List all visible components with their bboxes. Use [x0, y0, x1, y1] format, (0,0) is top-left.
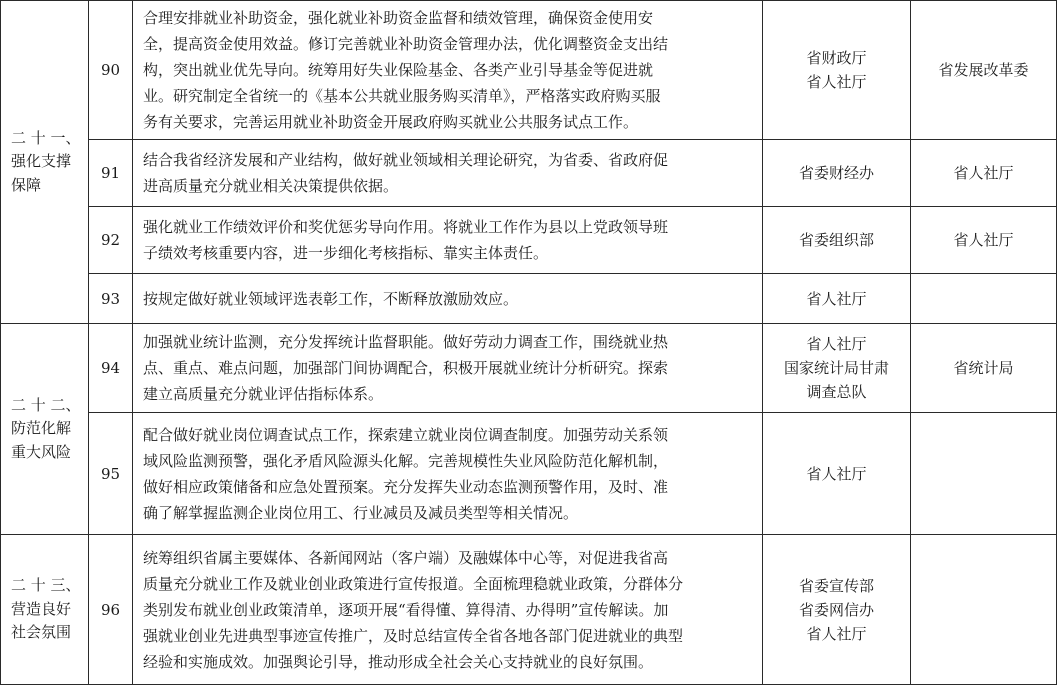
- task-line: 做好相应政策储备和应急处置预案。充分发挥失业动态监测预警作用，及时、准: [143, 477, 669, 496]
- cooperating-department: [911, 274, 1057, 324]
- row-number: 92: [89, 207, 133, 274]
- row-number: 96: [89, 535, 133, 685]
- lead-department: [763, 413, 911, 535]
- task-line: 子绩效考核重要内容，进一步细化考核指标、靠实主体责任。: [143, 244, 549, 262]
- category-line: 防范化解: [11, 419, 72, 438]
- row-number: 91: [89, 140, 133, 207]
- row-number: 90: [89, 1, 133, 140]
- task-line: 域风险监测预警，强化矛盾风险源头化解。完善规模性失业风险防范化解机制，: [143, 451, 669, 470]
- table-row: [1, 535, 1057, 685]
- task-line: 点、重点、难点问题，加强部门间协调配合，积极开展就业统计分析研究。探索: [143, 359, 669, 377]
- cooperating-department: 省人社厅: [911, 140, 1057, 207]
- task-description: [133, 324, 763, 413]
- task-line: 经验和实施成效。加强舆论引导，推动形成全社会关心支持就业的良好氛围。: [143, 652, 654, 671]
- category-line: 二 十 三、: [11, 576, 81, 595]
- lead-line: 省人社厅: [806, 73, 867, 91]
- category-line: 营造良好: [11, 599, 72, 618]
- task-line: 质量充分就业工作及就业创业政策进行宣传报道。全面梳理稳就业政策，分群体分: [143, 574, 684, 593]
- task-line: 强就业创业先进典型事迹宣传推广，及时总结宣传全省各地各部门促进就业的典型: [143, 626, 684, 645]
- category-line: 重大风险: [11, 442, 72, 461]
- cooperating-department: 省发展改革委: [911, 1, 1057, 140]
- category-cell: [1, 324, 89, 535]
- task-line: 加强就业统计监测，充分发挥统计监督职能。做好劳动力调查工作，围绕就业热: [143, 333, 669, 351]
- task-line: 类别发布就业创业政策清单，逐项开展“看得懂、算得清、办得明”宣传解读。加: [143, 600, 669, 619]
- table-row: [1, 324, 1057, 413]
- task-description: [133, 413, 763, 535]
- row-number: 95: [89, 413, 133, 535]
- task-line: 务有关要求，完善运用就业补助资金开展政府购买就业公共服务试点工作。: [143, 113, 639, 131]
- lead-department: [763, 535, 911, 685]
- table-row: [1, 1, 1057, 140]
- cooperating-department: 省统计局: [911, 324, 1057, 413]
- category-line: 强化支撑: [11, 152, 72, 171]
- lead-line: 国家统计局甘肃: [783, 359, 889, 377]
- task-description: [133, 274, 763, 324]
- lead-line: 省委宣传部: [798, 576, 874, 595]
- category-line: 二 十 一、: [11, 128, 81, 147]
- lead-line: 省委财经办: [798, 164, 874, 182]
- lead-department: [763, 324, 911, 413]
- cooperating-department: [911, 413, 1057, 535]
- task-description: [133, 207, 763, 274]
- cooperating-department: [911, 535, 1057, 685]
- table-row: [1, 207, 1057, 274]
- table-row: [1, 413, 1057, 535]
- category-cell: [1, 1, 89, 324]
- category-cell: [1, 535, 89, 685]
- lead-line: 省财政厅: [806, 49, 867, 67]
- lead-department: [763, 274, 911, 324]
- lead-line: 调查总队: [806, 383, 867, 401]
- category-line: 二 十 二、: [11, 395, 81, 414]
- row-number: 93: [89, 274, 133, 324]
- table-row: [1, 140, 1057, 207]
- table-row: [1, 274, 1057, 324]
- lead-line: 省人社厅: [806, 464, 867, 483]
- lead-department: [763, 207, 911, 274]
- lead-line: 省委网信办: [798, 600, 874, 619]
- task-line: 合理安排就业补助资金，强化就业补助资金监督和绩效管理，确保资金使用安: [143, 9, 654, 27]
- task-line: 进高质量充分就业相关决策提供依据。: [143, 177, 399, 195]
- lead-line: 省人社厅: [806, 335, 867, 353]
- lead-line: 省人社厅: [806, 289, 867, 308]
- task-line: 强化就业工作绩效评价和奖优惩劣导向作用。将就业工作作为县以上党政领导班: [143, 218, 669, 236]
- category-line: 保障: [11, 175, 42, 194]
- row-number: 94: [89, 324, 133, 413]
- lead-department: [763, 140, 911, 207]
- task-line: 业。研究制定全省统一的《基本公共就业服务购买清单》，严格落实政府购买服: [143, 87, 661, 105]
- task-line: 建立高质量充分就业评估指标体系。: [143, 385, 384, 403]
- task-line: 全，提高资金使用效益。修订完善就业补助资金管理办法，优化调整资金支出结: [143, 35, 669, 53]
- task-description: [133, 535, 763, 685]
- lead-line: 省委组织部: [798, 231, 874, 249]
- task-description: [133, 140, 763, 207]
- task-line: 配合做好就业岗位调查试点工作，探索建立就业岗位调查制度。加强劳动关系领: [143, 425, 669, 444]
- lead-line: 省人社厅: [806, 624, 867, 643]
- task-line: 按规定做好就业领域评选表彰工作，不断释放激励效应。: [143, 289, 519, 308]
- category-line: 社会氛围: [11, 623, 72, 642]
- task-line: 统筹组织省属主要媒体、各新闻网站（客户端）及融媒体中心等，对促进我省高: [143, 548, 669, 567]
- task-description: [133, 1, 763, 140]
- task-line: 结合我省经济发展和产业结构，做好就业领域相关理论研究，为省委、省政府促: [143, 151, 669, 169]
- task-line: 构，突出就业优先导向。统筹用好失业保险基金、各类产业引导基金等促进就: [143, 61, 654, 79]
- cooperating-department: 省人社厅: [911, 207, 1057, 274]
- lead-department: [763, 1, 911, 140]
- task-line: 确了解掌握监测企业岗位用工、行业减员及减员类型等相关情况。: [143, 503, 579, 522]
